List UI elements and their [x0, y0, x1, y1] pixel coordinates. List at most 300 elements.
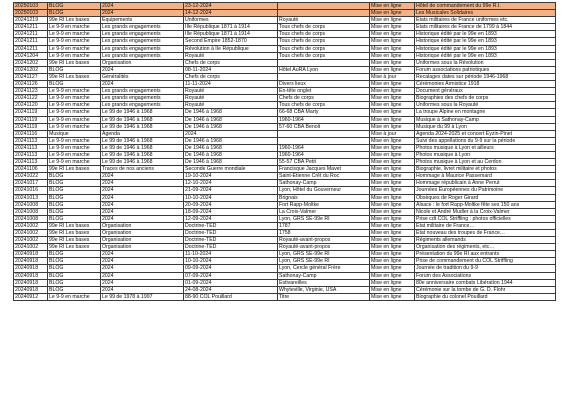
category-cell[interactable]: Organisation — [101, 222, 184, 229]
date-cell[interactable]: 20241002 — [14, 244, 48, 251]
section-cell[interactable]: Le 9-9 en marche — [48, 52, 101, 59]
date-cell[interactable]: 20241122 — [14, 95, 48, 102]
date-cell[interactable]: 20241008 — [14, 201, 48, 208]
section-cell[interactable]: Le 9-9 en marche — [48, 151, 101, 158]
category-cell[interactable]: 2024 — [101, 173, 184, 180]
action-cell[interactable]: Mise en ligne — [370, 230, 415, 237]
action-cell[interactable]: Mise en ligne — [370, 144, 415, 151]
description-cell[interactable]: La troupe Alpine en montagne — [415, 109, 556, 116]
date-cell[interactable]: 20240918 — [14, 258, 48, 265]
detail-cell[interactable] — [278, 73, 370, 80]
action-cell[interactable]: Mise en ligne — [370, 222, 415, 229]
detail-cell[interactable]: La Croix-Valmer — [278, 208, 370, 215]
detail-cell[interactable]: Tous chefs de corps — [278, 38, 370, 45]
action-cell[interactable]: Mise en ligne — [370, 116, 415, 123]
action-cell[interactable]: Mise en ligne — [370, 251, 415, 258]
date-cell[interactable]: 20241002 — [14, 237, 48, 244]
date-cell[interactable]: 20241106 — [14, 166, 48, 173]
action-cell[interactable]: Mise en ligne — [370, 137, 415, 144]
category-cell[interactable]: 2024 — [101, 272, 184, 279]
subcategory-cell[interactable]: 20-09-2024 — [184, 201, 278, 208]
date-cell[interactable]: 20241113 — [14, 144, 48, 151]
subcategory-cell[interactable]: 10-10-2024 — [184, 194, 278, 201]
subcategory-cell[interactable]: 23-12-2024 — [184, 3, 278, 10]
description-cell[interactable]: Prise de commandement du COL Striffling — [415, 258, 556, 265]
category-cell[interactable]: 2024 — [101, 180, 184, 187]
date-cell[interactable]: 20241013 — [14, 194, 48, 201]
date-cell[interactable]: 20240918 — [14, 286, 48, 293]
description-cell[interactable]: Hommage à Maurice Passemard — [415, 173, 556, 180]
action-cell[interactable]: Mise en ligne — [370, 265, 415, 272]
date-cell[interactable]: 20241219 — [14, 17, 48, 24]
table-row — [14, 45, 556, 52]
action-cell[interactable]: Mise à jour — [370, 73, 415, 80]
action-cell[interactable]: Mise en ligne — [370, 286, 415, 293]
description-cell[interactable]: 80e anniversaire combats Libération 1944 — [415, 279, 556, 286]
section-cell[interactable]: 99e RI Les bases — [48, 59, 101, 66]
date-cell[interactable]: 20241119 — [14, 116, 48, 123]
subcategory-cell[interactable]: 01-09-2024 — [184, 279, 278, 286]
action-cell[interactable]: Mise en ligne — [370, 17, 415, 24]
description-cell[interactable]: Nicole et André Mudler à la Croix-Valmer — [415, 208, 556, 215]
description-cell[interactable]: Alsace : le fort Rapp-Moltke fête ses 150 ans — [415, 201, 556, 208]
section-cell[interactable]: Musique — [48, 130, 101, 137]
category-cell[interactable]: 2024 — [101, 258, 184, 265]
description-cell[interactable]: Photos musique à Lyon et ailleurs — [415, 144, 556, 151]
detail-cell[interactable]: Tous chefs de corps — [278, 24, 370, 31]
section-cell[interactable]: BLOG — [48, 286, 101, 293]
description-cell[interactable]: Biographies des chefs de corps — [415, 95, 556, 102]
action-cell[interactable]: Mise en ligne — [370, 201, 415, 208]
detail-cell[interactable]: 1960-1964 — [278, 151, 370, 158]
subcategory-cell[interactable]: IIle République 1871 à 1914 — [184, 31, 278, 38]
category-cell[interactable]: Traces de nos anciens — [101, 166, 184, 173]
category-cell[interactable]: Organisation — [101, 59, 184, 66]
date-cell[interactable]: 20241202 — [14, 59, 48, 66]
detail-cell[interactable] — [278, 10, 370, 17]
subcategory-cell[interactable]: Doctrine-TED — [184, 222, 278, 229]
detail-cell[interactable] — [278, 3, 370, 10]
section-cell[interactable]: Le 9-9 en marche — [48, 293, 101, 300]
section-cell[interactable]: 99e RI Les bases — [48, 244, 101, 251]
category-cell[interactable]: Les grands engagements — [101, 31, 184, 38]
category-cell[interactable]: Organisation — [101, 244, 184, 251]
section-cell[interactable]: BLOG — [48, 201, 101, 208]
detail-cell[interactable]: Royauté-avant-propos — [278, 244, 370, 251]
action-cell[interactable]: Mise en ligne — [370, 279, 415, 286]
action-cell[interactable]: Mise en ligne — [370, 237, 415, 244]
detail-cell[interactable]: Francisque Jacques Mavet — [278, 166, 370, 173]
subcategory-cell[interactable]: 12-09-2024 — [184, 215, 278, 222]
description-cell[interactable]: Historique édité par le 99e en 1893 — [415, 38, 556, 45]
date-cell[interactable]: 20241211 — [14, 31, 48, 38]
category-cell[interactable]: Equipements — [101, 17, 184, 24]
action-cell[interactable]: Mise en ligne — [370, 88, 415, 95]
category-cell[interactable]: 2024 — [101, 201, 184, 208]
section-cell[interactable]: Le 9-9 en marche — [48, 95, 101, 102]
description-cell[interactable]: Photos musique à Lyon — [415, 151, 556, 158]
detail-cell[interactable]: Divers lieux — [278, 81, 370, 88]
subcategory-cell[interactable]: De 1946 à 1968 — [184, 116, 278, 123]
detail-cell[interactable]: Lyon, GRS SE-99e RI — [278, 251, 370, 258]
detail-cell[interactable]: Tous chefs de corps — [278, 31, 370, 38]
subcategory-cell[interactable]: Royauté — [184, 52, 278, 59]
category-cell[interactable]: Le 99 de 1946 à 1968 — [101, 159, 184, 166]
date-cell[interactable]: 20241211 — [14, 45, 48, 52]
detail-cell[interactable]: Tous chefs de corps — [278, 102, 370, 109]
category-cell[interactable]: Le 99 de 1946 à 1968 — [101, 151, 184, 158]
description-cell[interactable]: État militaire de France… — [415, 222, 556, 229]
description-cell[interactable]: Obsèques de Roger Girard — [415, 194, 556, 201]
category-cell[interactable]: Les grands engagements — [101, 45, 184, 52]
detail-cell[interactable] — [278, 130, 370, 137]
detail-cell[interactable]: Saint-Etienne Crêt du Roc — [278, 173, 370, 180]
category-cell[interactable]: 2024 — [101, 3, 184, 10]
detail-cell[interactable]: Chefs de corps — [278, 95, 370, 102]
description-cell[interactable]: Les Musicales Solidaires — [415, 10, 556, 17]
action-cell[interactable]: Mise en ligne — [370, 24, 415, 31]
date-cell[interactable]: 20241127 — [14, 73, 48, 80]
subcategory-cell[interactable]: 07-09-2024 — [184, 272, 278, 279]
date-cell[interactable]: 20241022 — [14, 173, 48, 180]
action-cell[interactable]: Mise en ligne — [370, 272, 415, 279]
detail-cell[interactable]: 66-68 CBA Marty — [278, 109, 370, 116]
action-cell[interactable]: Mise en ligne — [370, 38, 415, 45]
section-cell[interactable]: BLOG — [48, 215, 101, 222]
date-cell[interactable]: 20241119 — [14, 109, 48, 116]
subcategory-cell[interactable]: De 1946 à 1968 — [184, 159, 278, 166]
description-cell[interactable]: Document généraux — [415, 88, 556, 95]
action-cell[interactable]: Mise en ligne — [370, 180, 415, 187]
section-cell[interactable]: 99e RI Les bases — [48, 222, 101, 229]
section-cell[interactable]: Le 9-9 en marche — [48, 31, 101, 38]
category-cell[interactable]: 2024 — [101, 194, 184, 201]
subcategory-cell[interactable]: 11-10-2024 — [184, 251, 278, 258]
subcategory-cell[interactable]: Royauté — [184, 88, 278, 95]
subcategory-cell[interactable]: Second Empire 1852-1870 — [184, 38, 278, 45]
description-cell[interactable]: États militaires de France de 1799 à 1844 — [415, 24, 556, 31]
action-cell[interactable]: Mise en ligne — [370, 95, 415, 102]
date-cell[interactable]: 20240918 — [14, 272, 48, 279]
detail-cell[interactable]: 55-57 CBA Petit — [278, 159, 370, 166]
category-cell[interactable]: Le 99 de 1978 à 1997 — [101, 293, 184, 300]
date-cell[interactable]: 20250103 — [14, 10, 48, 17]
detail-cell[interactable]: Brignais — [278, 194, 370, 201]
subcategory-cell[interactable]: 10-10-2024 — [184, 258, 278, 265]
description-cell[interactable]: Musique à Sathonay-Camp — [415, 116, 556, 123]
description-cell[interactable]: État nouveau des troupes de France… — [415, 230, 556, 237]
section-cell[interactable]: Le 9-9 en marche — [48, 109, 101, 116]
category-cell[interactable]: Le 99 de 1946 à 1968 — [101, 116, 184, 123]
subcategory-cell[interactable]: 19-10-2024 — [184, 173, 278, 180]
detail-cell[interactable]: Lyon, Cercle général Frère — [278, 265, 370, 272]
section-cell[interactable]: BLOG — [48, 272, 101, 279]
detail-cell[interactable]: 57-60 CBA Benoit — [278, 123, 370, 130]
action-cell[interactable]: Mise en ligne — [370, 45, 415, 52]
detail-cell[interactable] — [278, 59, 370, 66]
subcategory-cell[interactable]: De 1946 à 1968 — [184, 123, 278, 130]
section-cell[interactable]: Le 9-9 en marche — [48, 116, 101, 123]
description-cell[interactable]: Hommage républicain à Anne Perrut — [415, 180, 556, 187]
action-cell[interactable]: Mise en ligne — [370, 187, 415, 194]
date-cell[interactable]: 20241123 — [14, 88, 48, 95]
table-row — [14, 208, 556, 215]
detail-cell[interactable]: 1787 — [278, 222, 370, 229]
date-cell[interactable]: 20241016 — [14, 187, 48, 194]
section-cell[interactable]: 99e RI Les bases — [48, 73, 101, 80]
category-cell[interactable]: Les grands engagements — [101, 38, 184, 45]
action-cell[interactable]: Mise en ligne — [370, 59, 415, 66]
action-cell[interactable]: Mise en ligne — [370, 31, 415, 38]
date-cell[interactable]: 20241002 — [14, 230, 48, 237]
category-cell[interactable]: 2024 — [101, 286, 184, 293]
category-cell[interactable]: Les grands engagements — [101, 24, 184, 31]
subcategory-cell[interactable]: 11-11-2024 — [184, 81, 278, 88]
date-cell[interactable]: 20240912 — [14, 293, 48, 300]
date-cell[interactable]: 20241211 — [14, 38, 48, 45]
description-cell[interactable]: Biographie, livret militaire et photos — [415, 166, 556, 173]
section-cell[interactable]: Le 9-9 en marche — [48, 137, 101, 144]
section-cell[interactable]: BLOG — [48, 10, 101, 17]
description-cell[interactable]: Agenda 2024-2025 et concert Eyzin-Pinet — [415, 130, 556, 137]
description-cell[interactable]: Historique édité par le 99e en 1893 — [415, 45, 556, 52]
action-cell[interactable]: Mise en ligne — [370, 194, 415, 201]
category-cell[interactable]: Le 99 de 1946 à 1968 — [101, 144, 184, 151]
action-cell[interactable]: Mise à jour — [370, 130, 415, 137]
description-cell[interactable]: Cérémonie sur la tombe de G. D. Flohr — [415, 286, 556, 293]
subcategory-cell[interactable]: Royauté — [184, 95, 278, 102]
subcategory-cell[interactable]: De 1946 à 1968 — [184, 109, 278, 116]
detail-cell[interactable]: Tous chefs de corps — [278, 52, 370, 59]
category-cell[interactable]: Généralités — [101, 73, 184, 80]
category-cell[interactable]: 2024 — [101, 215, 184, 222]
section-cell[interactable]: 99e RI Les bases — [48, 237, 101, 244]
section-cell[interactable]: Le 9-9 en marche — [48, 123, 101, 130]
table-row — [14, 102, 556, 109]
detail-cell[interactable]: Lyon, GRS SE-99e RI — [278, 215, 370, 222]
detail-cell[interactable]: Titre — [278, 293, 370, 300]
description-cell[interactable]: Hôtel de commandement du 99e R.I. — [415, 3, 556, 10]
category-cell[interactable]: Organisation — [101, 230, 184, 237]
subcategory-cell[interactable]: Uniformes — [184, 17, 278, 24]
subcategory-cell[interactable]: 88-90 COL Pouillard — [184, 293, 278, 300]
category-cell[interactable]: Les grands engagements — [101, 88, 184, 95]
action-cell[interactable]: Mise en ligne — [370, 215, 415, 222]
category-cell[interactable]: 2024 — [101, 208, 184, 215]
subcategory-cell[interactable]: IIle République 1871 à 1914 — [184, 24, 278, 31]
category-cell[interactable]: 2024 — [101, 66, 184, 73]
subcategory-cell[interactable]: De 1946 à 1968 — [184, 137, 278, 144]
description-cell[interactable]: Recalages dates sur période 1946-1968 — [415, 73, 556, 80]
date-cell[interactable]: 20241202 — [14, 66, 48, 73]
category-cell[interactable]: 2024 — [101, 187, 184, 194]
section-cell[interactable]: Le 9-9 en marche — [48, 24, 101, 31]
detail-cell[interactable]: Royauté — [278, 17, 370, 24]
action-cell[interactable]: Mise en ligne — [370, 66, 415, 73]
category-cell[interactable]: Les grands engagements — [101, 52, 184, 59]
description-cell[interactable]: États militaires de France uniformes etc. — [415, 17, 556, 24]
detail-cell[interactable] — [278, 137, 370, 144]
description-cell[interactable]: Journées Européennes du Patrimoine — [415, 187, 556, 194]
action-cell[interactable]: Mise en ligne — [370, 208, 415, 215]
subcategory-cell[interactable]: Seconde Guerre mondiale — [184, 166, 278, 173]
subcategory-cell[interactable]: De 1946 à 1968 — [184, 151, 278, 158]
description-cell[interactable]: Cérémonies Armistice 1918 — [415, 81, 556, 88]
subcategory-cell[interactable]: Révolution à IIe République — [184, 45, 278, 52]
section-cell[interactable]: 99e RI Les bases — [48, 166, 101, 173]
section-cell[interactable]: BLOG — [48, 258, 101, 265]
date-cell[interactable]: 20241008 — [14, 208, 48, 215]
subcategory-cell[interactable]: Doctrine-TED — [184, 237, 278, 244]
action-cell[interactable]: Mise en ligne — [370, 102, 415, 109]
date-cell[interactable]: 20250103 — [14, 3, 48, 10]
subcategory-cell[interactable]: Royauté — [184, 102, 278, 109]
detail-cell[interactable]: Hôtel AuRA Lyon — [278, 66, 370, 73]
date-cell[interactable]: 20240918 — [14, 251, 48, 258]
action-cell[interactable]: Mise en ligne — [370, 123, 415, 130]
subcategory-cell[interactable]: 14-12-2024 — [184, 10, 278, 17]
section-cell[interactable]: BLOG — [48, 279, 101, 286]
action-cell[interactable]: Mise en ligne — [370, 109, 415, 116]
subcategory-cell[interactable]: 2024 — [184, 130, 278, 137]
section-cell[interactable]: Le 9-9 en marche — [48, 38, 101, 45]
action-cell[interactable]: Mise en ligne — [370, 81, 415, 88]
date-cell[interactable]: 20241116 — [14, 130, 48, 137]
action-cell[interactable]: Mise en ligne — [370, 151, 415, 158]
subcategory-cell[interactable]: 18-09-2024 — [184, 208, 278, 215]
category-cell[interactable]: Les grands engagements — [101, 95, 184, 102]
category-cell[interactable]: Agenda — [101, 130, 184, 137]
date-cell[interactable]: 20241204 — [14, 52, 48, 59]
subcategory-cell[interactable]: Doctrine-TED — [184, 244, 278, 251]
action-cell[interactable]: Mise en ligne — [370, 173, 415, 180]
description-cell[interactable]: Suivi des appellations du 9-9 sur la période — [415, 137, 556, 144]
subcategory-cell[interactable]: 12-10-2024 — [184, 180, 278, 187]
subcategory-cell[interactable]: De 1946 à 1968 — [184, 144, 278, 151]
section-cell[interactable]: BLOG — [48, 251, 101, 258]
description-cell[interactable]: Présentation du 99e RI aux entrants — [415, 251, 556, 258]
category-cell[interactable]: Le 99 de 1946 à 1968 — [101, 109, 184, 116]
section-cell[interactable]: Le 9-9 en marche — [48, 102, 101, 109]
action-cell[interactable]: Mise en ligne — [370, 293, 415, 300]
section-cell[interactable]: Le 9-9 en marche — [48, 45, 101, 52]
category-cell[interactable]: Organisation — [101, 237, 184, 244]
description-cell[interactable]: Biographie du colonel Pouillard — [415, 293, 556, 300]
date-cell[interactable]: 20240918 — [14, 265, 48, 272]
detail-cell[interactable]: En-tête onglet — [278, 88, 370, 95]
section-cell[interactable]: BLOG — [48, 3, 101, 10]
section-cell[interactable]: BLOG — [48, 187, 101, 194]
table-row — [14, 293, 556, 300]
category-cell[interactable]: 2024 — [101, 81, 184, 88]
description-cell[interactable]: Historique édité par le 99e en 1893 — [415, 52, 556, 59]
detail-cell[interactable]: Sathonay-Camp — [278, 180, 370, 187]
description-cell[interactable]: Uniformes sous la Révolution — [415, 59, 556, 66]
description-cell[interactable]: Photos musique à Lyon et au Cerdon — [415, 159, 556, 166]
action-cell[interactable]: Mise en ligne — [370, 10, 415, 17]
description-cell[interactable]: Organisation des régiments, etc… — [415, 244, 556, 251]
category-cell[interactable]: 2024 — [101, 279, 184, 286]
section-cell[interactable]: BLOG — [48, 81, 101, 88]
subcategory-cell[interactable]: 21-09-2024 — [184, 187, 278, 194]
section-cell[interactable]: 99e RI Les bases — [48, 230, 101, 237]
category-cell[interactable]: Le 99 de 1946 à 1968 — [101, 123, 184, 130]
description-cell[interactable]: Musique du 99 à Lyon — [415, 123, 556, 130]
detail-cell[interactable]: Estivareilles — [278, 279, 370, 286]
section-cell[interactable]: BLOG — [48, 208, 101, 215]
category-cell[interactable]: Les grands engagements — [101, 102, 184, 109]
detail-cell[interactable]: Lyon, Hôtel du Gouverneur — [278, 187, 370, 194]
action-cell[interactable]: Mise en ligne — [370, 244, 415, 251]
detail-cell[interactable]: Tous chefs de corps — [278, 45, 370, 52]
action-cell[interactable]: Mise en ligne — [370, 3, 415, 10]
date-cell[interactable]: 20240918 — [14, 279, 48, 286]
description-cell[interactable]: Uniformes sous la Royauté — [415, 102, 556, 109]
category-cell[interactable]: 2024 — [101, 251, 184, 258]
subcategory-cell[interactable]: Chefs de corps — [184, 59, 278, 66]
category-cell[interactable]: 2024 — [101, 265, 184, 272]
description-cell[interactable]: Prise cdt COL Striffling : photos officielles — [415, 215, 556, 222]
description-cell[interactable]: Forum des Associations — [415, 272, 556, 279]
date-cell[interactable]: 20241002 — [14, 222, 48, 229]
detail-cell[interactable]: 1960-1964 — [278, 144, 370, 151]
date-cell[interactable]: 20241113 — [14, 151, 48, 158]
date-cell[interactable]: 20241126 — [14, 81, 48, 88]
section-cell[interactable]: Le 9-9 en marche — [48, 159, 101, 166]
section-cell[interactable]: Le 9-9 en marche — [48, 144, 101, 151]
date-cell[interactable]: 20241008 — [14, 215, 48, 222]
detail-cell[interactable]: Fort Rapp-Moltke — [278, 201, 370, 208]
subcategory-cell[interactable]: Chefs de corps — [184, 73, 278, 80]
table-row — [14, 215, 556, 222]
section-cell[interactable]: BLOG — [48, 66, 101, 73]
section-cell[interactable]: 99e RI Les bases — [48, 17, 101, 24]
category-cell[interactable]: 2024 — [101, 10, 184, 17]
detail-cell[interactable]: 1960-1964 — [278, 116, 370, 123]
date-cell[interactable]: 20241113 — [14, 137, 48, 144]
description-cell[interactable]: Journée de tradition du 9-9 — [415, 265, 556, 272]
action-cell[interactable]: Mise en ligne — [370, 159, 415, 166]
date-cell[interactable]: 20241119 — [14, 123, 48, 130]
detail-cell[interactable]: Whyteville, Virginie, USA — [278, 286, 370, 293]
description-cell[interactable]: Forum associations patriotiques — [415, 66, 556, 73]
action-cell[interactable]: Mise en ligne — [370, 52, 415, 59]
section-cell[interactable]: Le 9-9 en marche — [48, 88, 101, 95]
category-cell[interactable]: Le 99 de 1946 à 1968 — [101, 137, 184, 144]
section-cell[interactable]: BLOG — [48, 194, 101, 201]
date-cell[interactable]: 20241017 — [14, 180, 48, 187]
subcategory-cell[interactable]: Doctrine-TED — [184, 230, 278, 237]
action-cell[interactable]: Mise en ligne — [370, 258, 415, 265]
date-cell[interactable]: 20241211 — [14, 24, 48, 31]
table-row — [14, 3, 556, 10]
description-cell[interactable]: Régiments allemands — [415, 237, 556, 244]
subcategory-cell[interactable]: 08-11-2024 — [184, 66, 278, 73]
subcategory-cell[interactable]: 09-09-2024 — [184, 265, 278, 272]
detail-cell[interactable]: 1758 — [278, 230, 370, 237]
action-cell[interactable]: Mise en ligne — [370, 166, 415, 173]
detail-cell[interactable]: Lyon, GRS SE-99e RI — [278, 258, 370, 265]
section-cell[interactable]: BLOG — [48, 265, 101, 272]
date-cell[interactable]: 20241120 — [14, 102, 48, 109]
description-cell[interactable]: Historique édité par le 99e en 1893 — [415, 31, 556, 38]
subcategory-cell[interactable]: 24-08-2024 — [184, 286, 278, 293]
date-cell[interactable]: 20241113 — [14, 159, 48, 166]
section-cell[interactable]: BLOG — [48, 180, 101, 187]
section-cell[interactable]: BLOG — [48, 173, 101, 180]
detail-cell[interactable]: Sathonay-Camp — [278, 272, 370, 279]
detail-cell[interactable]: Royauté-avant-propos — [278, 237, 370, 244]
